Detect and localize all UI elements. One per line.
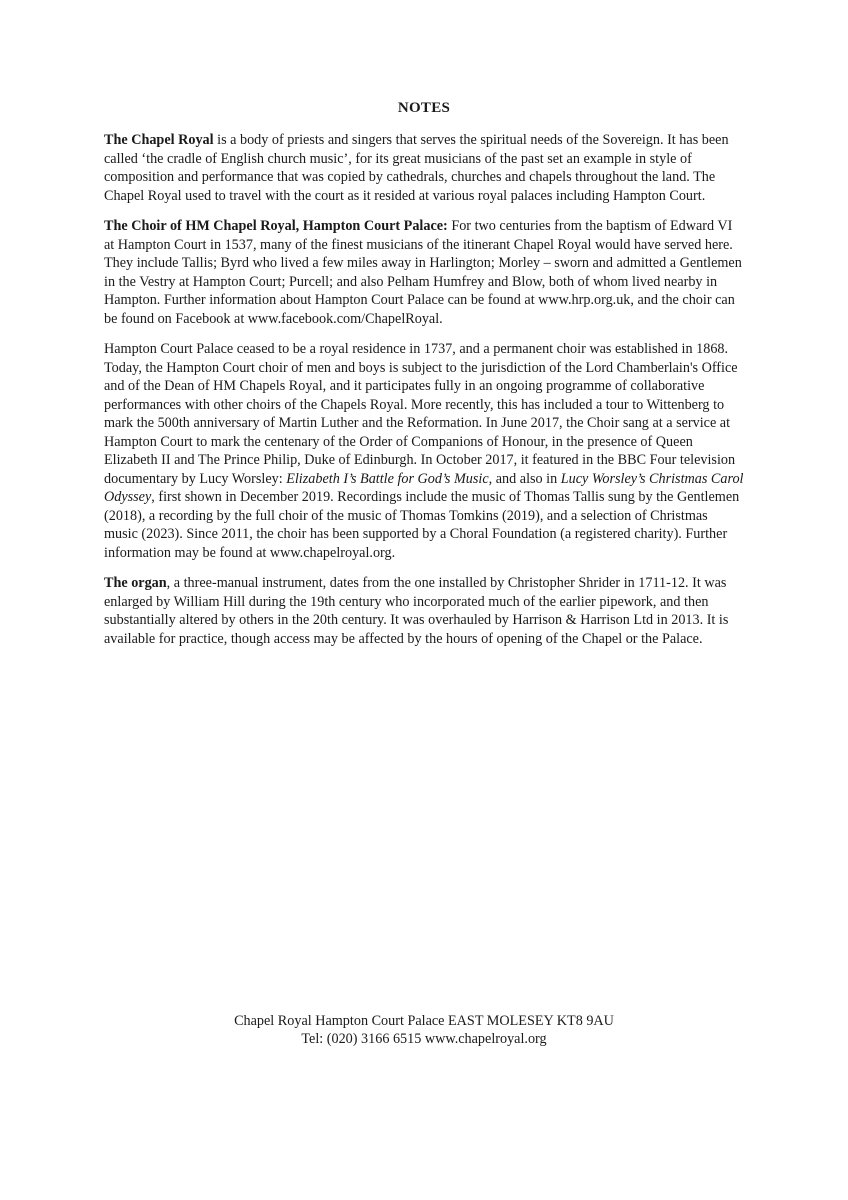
paragraph-text: is a body of priests and singers that serves the spiritual needs of the Sovereign. It has been called ‘the cradle of English church music’, for its great musicians of the past set an example in style of composition and performance that was copied by cathedrals, churches and chapels throughout the land. The Chapel Royal used to travel with the court as it resided at various royal palaces including Hampton Court. — [104, 132, 729, 204]
documentary-title: Elizabeth I’s Battle for God’s Music, — [286, 470, 493, 487]
paragraph-lead: The Choir of HM Chapel Royal, Hampton Court Palace: — [104, 218, 448, 234]
footer-contact: Tel: (020) 3166 6515 www.chapelroyal.org — [301, 1031, 547, 1047]
paragraph-text: , first shown in December 2019. Recordings include the music of Thomas Tallis sung by the Gentlemen (2018), a recording by the full choir of the music of Thomas Tomkins (2019), and a selection of Christmas music (2023). Since 2011, the choir has been supported by a Choral Foundation (a registered charity). Further information may be found at www.chapelroyal.org. — [104, 489, 740, 561]
page-title: NOTES — [397, 100, 451, 116]
paragraph-lead: The organ — [104, 575, 167, 591]
paragraph-chapel-royal — [104, 131, 744, 205]
paragraph-text: and also in — [492, 470, 561, 487]
notes-page — [104, 100, 744, 660]
paragraph-text: , a three-manual instrument, dates from the one installed by Christopher Shrider in 1711-12. It was enlarged by William Hill during the 19th century who incorporated much of the earlier pipework, and then substantially altered by others in the 20th century. It was overhauled by Harrison & Harrison Ltd in 2013. It is available for practice, though access may be affected by the hours of opening of the Chapel or the Palace. — [104, 575, 729, 647]
paragraph-choir — [104, 217, 744, 328]
footer — [104, 1012, 744, 1048]
paragraph-text: Hampton Court Palace ceased to be a royal residence in 1737, and a permanent choir was established in 1868. Today, the Hampton Court choir of men and boys is subject to the jurisdiction of the Lord Chamberlain's Office and of the Dean of HM Chapels Royal, and it participates fully in an ongoing programme of collaborative performances with other choirs of the Chapels Royal. More recently, this has included a tour to Wittenberg to mark the 500th anniversary of Martin Luther and the Reformation. In June 2017, the Choir sang at a service at Hampton Court to mark the centenary of the Order of Companions of Honour, in the presence of Queen Elizabeth II and The Prince Philip, Duke of Edinburgh. In October 2017, it featured in the BBC Four television documentary by Lucy Worsley: — [104, 341, 738, 487]
paragraph-text: For two centuries from the baptism of Edward VI at Hampton Court in 1537, many of the finest musicians of the itinerant Chapel Royal would have served here. They include Tallis; Byrd who lived a few miles away in Harlington; Morley – sworn and admitted a Gentlemen in the Vestry at Hampton Court; Purcell; and also Pelham Humfrey and Blow, both of whom lived nearby in Hampton. Further information about Hampton Court Palace can be found at www.hrp.org.uk, and the choir can be found on Facebook at www.facebook.com/ChapelRoyal. — [104, 218, 742, 327]
paragraph-organ — [104, 574, 744, 648]
paragraph-history — [104, 340, 744, 562]
footer-address: Chapel Royal Hampton Court Palace EAST MOLESEY KT8 9AU — [234, 1013, 614, 1029]
documentary-title: Lucy Worsley’s Christmas Carol Odyssey — [104, 470, 744, 505]
paragraph-lead: The Chapel Royal — [104, 132, 214, 148]
